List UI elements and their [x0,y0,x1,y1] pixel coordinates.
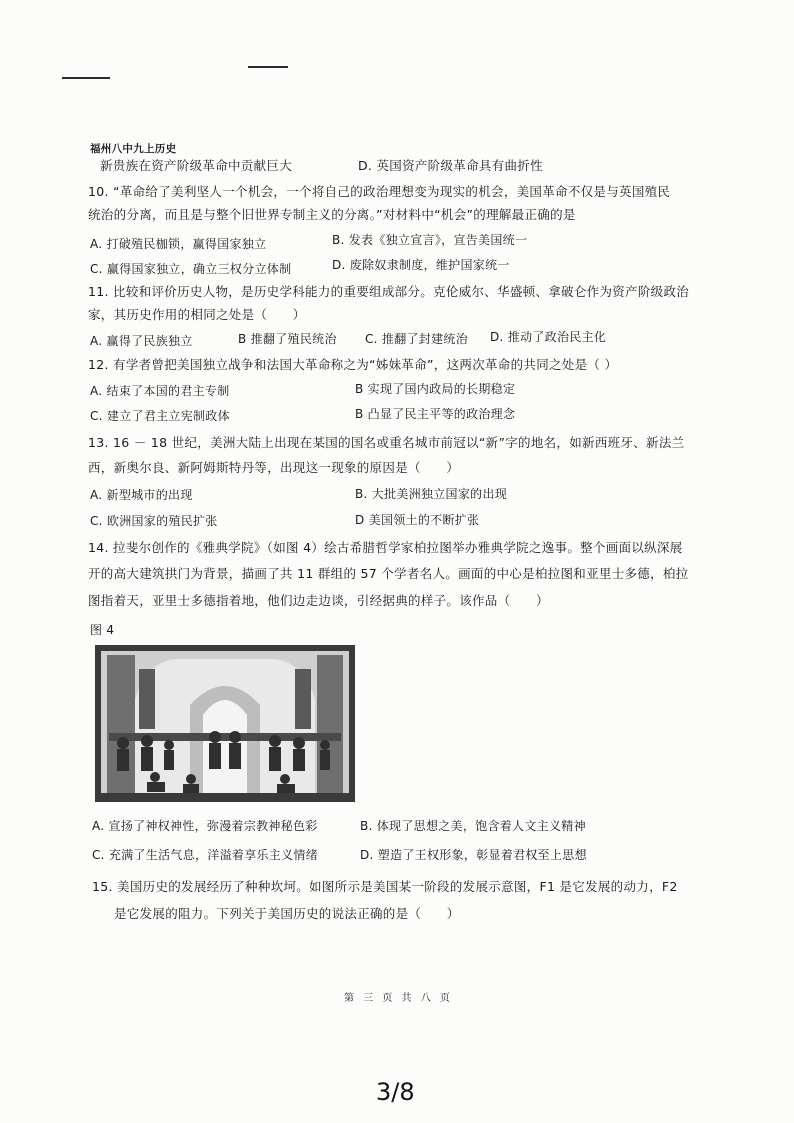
q11-option-c: C. 推翻了封建统治 [365,332,469,346]
q12-option-d: B 凸显了民主平等的政治理念 [355,407,516,421]
page-counter: 3/8 [376,1078,415,1106]
q13-option-d: D 美国领土的不断扩张 [355,513,480,527]
q13-stem-1: 13. 16 － 18 世纪，美洲大陆上出现在某国的国名或重名城市前冠以“新”字的地名，如新西班牙、新法兰 [88,435,685,450]
q10-stem-1: 10. “革命给了美利坚人一个机会，一个将自己的政治理想变为现实的机会，美国革命不仅是与英国殖民 [88,184,671,199]
q13-option-c: C. 欧洲国家的殖民扩张 [90,514,218,528]
q14-stem-3: 图指着天，亚里士多德指着地，他们边走边谈，引经据典的样子。该作品（ ） [88,593,549,608]
q11-option-b: B 推翻了殖民统治 [238,332,337,346]
q11-stem-2: 家，其历史作用的相同之处是（ ） [88,307,306,322]
q10-option-d: D. 废除奴隶制度，维护国家统一 [332,258,510,272]
q14-stem-1: 14. 拉斐尔创作的《雅典学院》（如图 4）绘古希腊哲学家柏拉图举办雅典学院之逸事。整个画面以纵深展 [88,540,683,555]
page-footer: 第 三 页 共 八 页 [344,993,453,1004]
figure-label: 图 4 [90,623,115,637]
figure-school-of-athens [95,645,355,802]
q10-stem-2: 统治的分离，而且是与整个旧世界专制主义的分离。”对材料中“机会”的理解最正确的是 [88,207,576,222]
scan-mark-right [248,66,288,68]
q11-option-d: D. 推动了政治民主化 [490,330,607,344]
q15-stem-1: 15. 美国历史的发展经历了种种坎坷。如图所示是美国某一阶段的发展示意图，F1 是它发展的动力，F2 [92,879,678,894]
q11-stem-1: 11. 比较和评价历史人物，是历史学科能力的重要组成部分。克伦威尔、华盛顿、拿破仑作为资产阶级政治 [88,284,690,299]
q13-option-a: A. 新型城市的出现 [90,488,193,502]
line-option-d: D. 英国资产阶级革命具有曲折性 [358,158,543,173]
q12-option-b: B 实现了国内政局的长期稳定 [355,382,516,396]
q14-option-c: C. 充满了生活气息，洋溢着享乐主义情绪 [92,848,319,862]
line-option-c: 新贵族在资产阶级革命中贡献巨大 [100,158,293,173]
q12-option-c: C. 建立了君主立宪制政体 [90,409,230,423]
q10-option-b: B. 发表《独立宣言》，宣告美国统一 [332,233,528,247]
q11-option-a: A. 赢得了民族独立 [90,334,193,348]
q12-option-a: A. 结束了本国的君主专制 [90,384,230,398]
scan-mark-left [62,77,110,79]
q14-option-a: A. 宣扬了神权神性，弥漫着宗教神秘色彩 [92,819,318,833]
q10-option-a: A. 打破殖民枷锁，赢得国家独立 [90,237,267,251]
q14-stem-2: 开的高大建筑拱门为背景，描画了共 11 群组的 57 个学者名人。画面的中心是柏拉图和亚里士多德，柏拉 [88,566,689,581]
q14-option-d: D. 塑造了王权形象，彰显着君权至上思想 [360,848,587,862]
q13-stem-2: 西，新奥尔良、新阿姆斯特丹等，出现这一现象的原因是（ ） [88,460,460,475]
school-title: 福州八中九上历史 [90,143,177,155]
q12-stem: 12. 有学者曾把美国独立战争和法国大革命称之为“姊妹革命”，这两次革命的共同之处是（ ） [88,357,618,372]
painting-image [95,645,355,802]
q10-option-c: C. 赢得国家独立，确立三权分立体制 [90,262,292,276]
q14-option-b: B. 体现了思想之美，饱含着人文主义精神 [360,819,586,833]
q13-option-b: B. 大批美洲独立国家的出现 [355,487,508,501]
q15-stem-2: 是它发展的阻力。下列关于美国历史的说法正确的是（ ） [114,906,460,921]
